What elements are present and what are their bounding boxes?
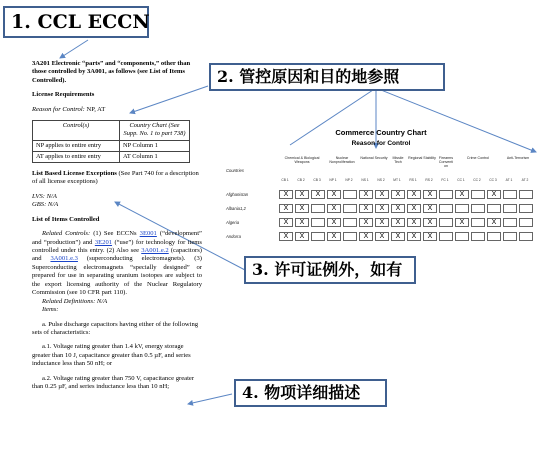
- chart-cell: X: [423, 190, 437, 199]
- chart-cell: [343, 190, 357, 199]
- chart-cell: [519, 204, 533, 213]
- chart-cell: X: [375, 190, 389, 199]
- chart-cell: X: [407, 190, 421, 199]
- chart-cell: [439, 190, 453, 199]
- chart-cell: [455, 232, 469, 241]
- chart-cell: X: [391, 218, 405, 227]
- chart-cell: X: [359, 218, 373, 227]
- license-requirements-heading: License Requirements: [32, 91, 95, 99]
- chart-subcolumn-header: NP 1: [329, 178, 337, 182]
- chart-cell: X: [295, 232, 309, 241]
- chart-title: Commerce Country Chart: [335, 128, 427, 137]
- chart-group-header: Anti-Terrorism: [506, 156, 530, 160]
- chart-cell: X: [311, 190, 325, 199]
- chart-subcolumn-header: FC 1: [441, 178, 449, 182]
- control-header: Control(s): [33, 121, 120, 140]
- chart-subcolumn-header: NS 1: [361, 178, 369, 182]
- chart-group-header: National Security: [360, 156, 388, 160]
- chart-cell: [311, 232, 325, 241]
- arrow-eccn: [60, 40, 88, 58]
- list-of-items-heading: List of Items Controlled: [32, 215, 100, 223]
- chart-cell: X: [423, 232, 437, 241]
- link-3e001[interactable]: 3E001: [139, 230, 157, 238]
- chart-cell: [503, 232, 517, 241]
- chart-group-header: Missile Tech: [392, 156, 404, 165]
- chart-cell: AT Column 1: [120, 151, 190, 162]
- chart-cell: X: [407, 204, 421, 213]
- chart-cell: X: [327, 218, 341, 227]
- chart-cell: [311, 218, 325, 227]
- chart-subcolumn-header: RS 2: [425, 178, 433, 182]
- chart-subtitle: Reason for Control: [351, 140, 411, 147]
- chart-cell: X: [423, 218, 437, 227]
- chart-cell: X: [327, 232, 341, 241]
- chart-cell: [503, 190, 517, 199]
- countries-label: Countries: [226, 168, 244, 173]
- commerce-country-chart: [226, 128, 546, 278]
- chart-cell: X: [375, 232, 389, 241]
- chart-cell: [311, 204, 325, 213]
- chart-group-header: Crime Control: [466, 156, 490, 160]
- chart-subcolumn-header: CC 2: [473, 178, 481, 182]
- chart-country-name: Albania1,2: [226, 206, 246, 211]
- reason-for-control: Reason for Control: NP, AT: [32, 105, 106, 113]
- chart-cell: [503, 218, 517, 227]
- chart-cell: X: [487, 190, 501, 199]
- chart-cell: X: [327, 204, 341, 213]
- chart-country-name: Algeria: [226, 220, 240, 225]
- chart-cell: X: [279, 218, 293, 227]
- country-chart-header: Country Chart (See Supp. No. 1 to part 738): [120, 121, 190, 140]
- chart-group-header: Chemical & Biological Weapons: [284, 156, 320, 165]
- chart-cell: X: [391, 232, 405, 241]
- chart-cell: [487, 204, 501, 213]
- chart-cell: X: [455, 190, 469, 199]
- lbe-paragraph: List Based License Exceptions (See Part 740 for a description of all license exceptions): [32, 169, 199, 186]
- chart-cell: X: [391, 190, 405, 199]
- chart-cell: X: [279, 204, 293, 213]
- chart-cell: [471, 218, 485, 227]
- item-a: a. Pulse discharge capacitors having either of the following sets of characteristics:: [32, 320, 199, 336]
- chart-cell: [343, 204, 357, 213]
- control-cell: NP applies to entire entry: [33, 140, 120, 151]
- chart-group-header: Firearms Conventi on: [438, 156, 454, 169]
- chart-cell: [471, 204, 485, 213]
- callout-eccn: 1. CCL ECCN: [3, 6, 149, 38]
- chart-cell: X: [295, 190, 309, 199]
- chart-cell: X: [407, 232, 421, 241]
- chart-cell: X: [327, 190, 341, 199]
- chart-cell: [439, 218, 453, 227]
- chart-cell: [439, 232, 453, 241]
- chart-subcolumn-header: AT 1: [505, 178, 513, 182]
- chart-subcolumn-header: NS 2: [377, 178, 385, 182]
- chart-cell: [343, 232, 357, 241]
- chart-country-name: Andorra: [226, 234, 241, 239]
- chart-subcolumn-header: MT 1: [393, 178, 401, 182]
- chart-cell: X: [375, 218, 389, 227]
- chart-cell: X: [391, 204, 405, 213]
- chart-cell: X: [455, 218, 469, 227]
- chart-cell: X: [407, 218, 421, 227]
- chart-subcolumn-header: CB 1: [281, 178, 289, 182]
- chart-cell: [471, 232, 485, 241]
- chart-group-header: Nuclear Nonproliferation: [329, 156, 355, 165]
- chart-subcolumn-header: RS 1: [409, 178, 417, 182]
- chart-cell: X: [279, 190, 293, 199]
- chart-cell: [519, 218, 533, 227]
- chart-cell: [343, 218, 357, 227]
- chart-cell: [503, 204, 517, 213]
- chart-cell: X: [359, 232, 373, 241]
- chart-subcolumn-header: NP 2: [345, 178, 353, 182]
- chart-cell: [519, 190, 533, 199]
- eccn-heading: 3A201 Electronic “parts” and “components,” other than those controlled by 3A001, as follows (see List of Items Controlled).: [32, 60, 191, 84]
- control-table: [32, 120, 190, 163]
- chart-cell: X: [295, 204, 309, 213]
- chart-cell: [439, 204, 453, 213]
- callout-item-description: 4. 物项详细描述: [234, 379, 387, 407]
- related-definitions: Related Definitions: N/A: [42, 297, 108, 305]
- link-3a001-e-3[interactable]: 3A001.e.3: [50, 255, 78, 263]
- chart-country-name: Afghanistan: [226, 192, 249, 197]
- chart-subcolumn-header: AT 2: [521, 178, 529, 182]
- chart-subcolumn-header: CC 3: [489, 178, 497, 182]
- chart-cell: X: [359, 190, 373, 199]
- chart-cell: [519, 232, 533, 241]
- related-controls: Related Controls: (1) See ECCNs 3E001 (“development” and “production”) and 3E201 (“use”) for technology for items controlled under this entry. (2) Also see 3A001.e.2 (capacitors) and 3A001.e.3 (superconducting electromagnets). (3) Superconducting electromagnets “specially designed” or prepared for use in separating uranium isotopes are subject to the export licensing authority of the Nuclear Regulatory Commission (see 10 CFR part 110).: [32, 230, 202, 297]
- link-3a001-e-2[interactable]: 3A001.e.2: [141, 247, 169, 254]
- chart-cell: X: [375, 204, 389, 213]
- chart-subcolumn-header: CB 3: [313, 178, 321, 182]
- chart-group-header: Regional Stability: [408, 156, 436, 160]
- chart-cell: X: [295, 218, 309, 227]
- chart-cell: X: [487, 218, 501, 227]
- gbs-line: GBS: N/A: [32, 201, 59, 209]
- chart-cell: [471, 190, 485, 199]
- eccn-document: [32, 60, 202, 398]
- items-label: Items:: [42, 306, 59, 314]
- chart-cell: [487, 232, 501, 241]
- callout-reason-destination: 2. 管控原因和目的地参照: [209, 63, 445, 91]
- callout-license-exceptions: 3. 许可证例外，如有: [244, 256, 416, 284]
- lvs-line: LVS: N/A: [32, 192, 57, 200]
- chart-cell: [455, 204, 469, 213]
- chart-cell: X: [423, 204, 437, 213]
- link-3e201[interactable]: 3E201: [94, 238, 113, 246]
- chart-cell: NP Column 1: [120, 140, 190, 151]
- item-a2: a.2. Voltage rating greater than 750 V, capacitance greater than 0.25 µF, and series inductance less than 10 nH;: [32, 374, 195, 391]
- item-a1: a.1. Voltage rating greater than 1.4 kV, energy storage greater than 10 J, capacitance greater than 0.5 µF, and series inductance less than 50 nH; or: [32, 343, 191, 368]
- chart-cell: X: [279, 232, 293, 241]
- chart-subcolumn-header: CC 1: [457, 178, 465, 182]
- control-cell: AT applies to entire entry: [33, 151, 120, 162]
- chart-cell: X: [359, 204, 373, 213]
- chart-subcolumn-header: CB 2: [297, 178, 305, 182]
